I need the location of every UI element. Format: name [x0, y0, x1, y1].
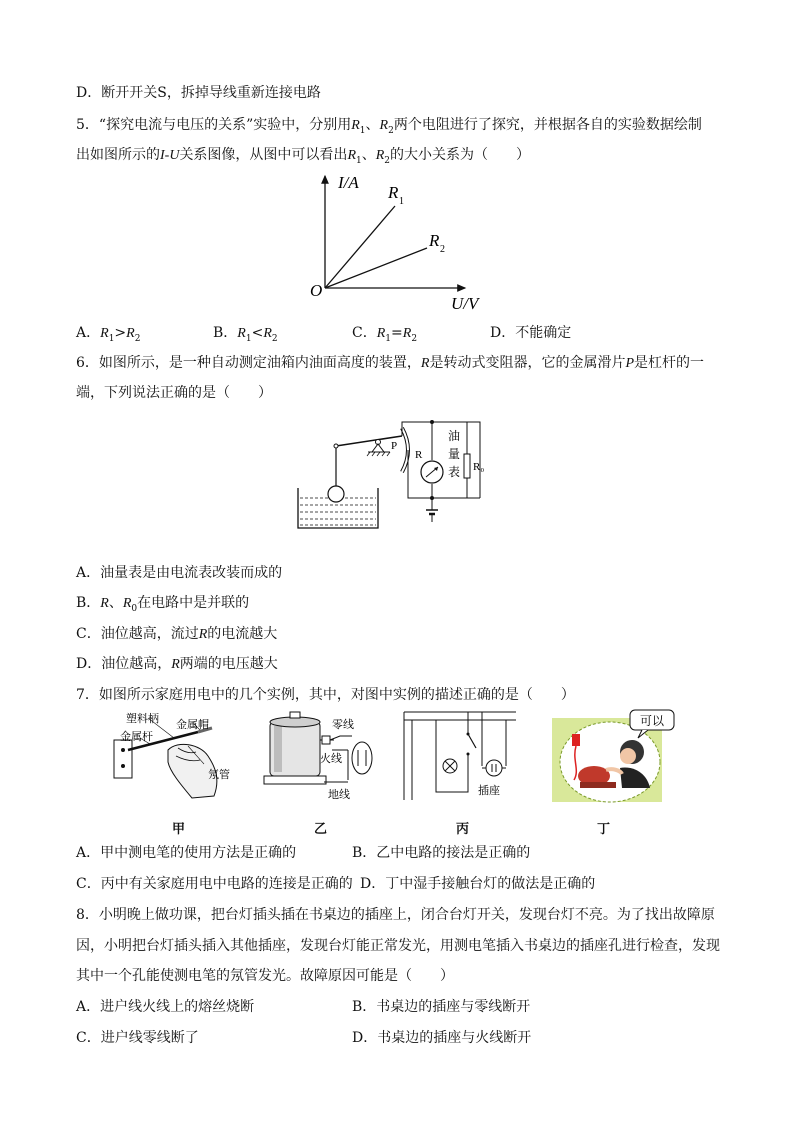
q6-var-r: R — [420, 356, 430, 371]
q5-option-d — [490, 324, 571, 342]
q6-stem-text: 6．如图所示，是一种自动测定油箱内油面高度的装置， — [76, 355, 421, 371]
q7-caption-bing: 丙 — [456, 822, 470, 837]
q5-sub: 2 — [411, 333, 418, 344]
q5-var-r: R — [351, 118, 360, 133]
q6-option-d — [76, 655, 278, 674]
q7-option-b: B．乙中电路的接法是正确的 — [352, 845, 531, 861]
q5-op: < — [251, 325, 264, 341]
q6-stem-line1 — [76, 354, 704, 373]
q5-stem-text: 5．“探究电流与电压的关系”实验中，分别用 — [76, 117, 352, 133]
q5-stem-line2 — [76, 146, 530, 170]
q7-plug-socket — [352, 742, 372, 774]
q7-stem: 7．如图所示家庭用电中的几个实例，其中，对图中实例的描述正确的是（ ） — [76, 687, 575, 703]
q6-option-a: A．油量表是由电流表改装而成的 — [76, 565, 283, 581]
q5-iu-graph — [300, 168, 500, 318]
q6-label-r: R — [415, 449, 423, 461]
q5-var-r: R — [379, 118, 389, 133]
q5-line-r2 — [325, 248, 427, 288]
q6-opt-text: 的电流越大 — [207, 626, 278, 642]
q6-meter-label-2: 量 — [448, 447, 461, 461]
q7-jia-label-metal-rod: 金属杆 — [120, 730, 153, 743]
q7-fig-bing-circuit — [400, 708, 520, 805]
q5-sep: 、 — [361, 147, 376, 163]
q7-jia-label-plastic-handle: 塑料柄 — [126, 712, 159, 725]
q5-var-r: R — [375, 148, 385, 163]
q5-label-r2-sub: 2 — [440, 244, 445, 255]
q5-opt-text: 不能确定 — [515, 325, 572, 341]
q7-fig-yi-appliance — [262, 710, 382, 805]
q7-option-d: D．丁中湿手接触台灯的做法是正确的 — [360, 876, 596, 892]
q5-label-r2: R — [429, 231, 440, 250]
q6-opt-text: C．油位越高，流过 — [76, 626, 199, 642]
q5-var-r: R — [237, 326, 246, 341]
q5-iu: I-U — [160, 148, 180, 163]
q8-stem-line3: 其中一个孔能使测电笔的氖管发光。故障原因可能是（ ） — [76, 968, 454, 984]
q5-sub: 2 — [388, 125, 394, 136]
q8-option-d: D．书桌边的插座与火线断开 — [352, 1030, 532, 1046]
q6-var-r: R — [198, 627, 208, 642]
q5-y-label: I/A — [338, 173, 359, 192]
q5-var-r: R — [402, 326, 412, 341]
q5-op: > — [114, 325, 127, 341]
q5-sub: 2 — [384, 155, 391, 166]
q5-var-r: R — [376, 326, 386, 341]
q5-option-a — [76, 324, 140, 348]
q5-opt-prefix: D． — [490, 325, 516, 341]
q7-yi-label-ground: 地线 — [328, 788, 350, 801]
q5-sub: 1 — [245, 333, 252, 344]
q8-option-c: C．进户线零线断了 — [76, 1030, 199, 1046]
q7-caption-yi: 乙 — [314, 822, 328, 837]
q5-sep: 、 — [365, 117, 380, 133]
q6-label-r0: R₀ — [473, 461, 485, 473]
q7-caption-ding: 丁 — [597, 822, 611, 837]
q6-float — [328, 486, 344, 502]
q6-meter-label-1: 油 — [448, 429, 461, 443]
q6-var-r: R — [171, 657, 180, 672]
q6-r0-resistor — [464, 454, 470, 478]
q6-var-r: R — [100, 596, 109, 611]
q8-option-a: A．进户线火线上的熔丝烧断 — [76, 999, 255, 1015]
q5-opt-prefix: A． — [76, 325, 101, 341]
q7-jia-label-metal-cap: 金属帽 — [176, 718, 209, 731]
q7-yi-label-live: 火线 — [320, 752, 342, 765]
q7-wire — [330, 736, 352, 740]
q5-opt-prefix: B． — [213, 325, 238, 341]
q5-stem-line1 — [76, 116, 702, 140]
q7-caption-jia: 甲 — [172, 822, 186, 837]
q5-stem-text: 两个电阻进行了探究，并根据各自的实验数据绘制 — [393, 117, 702, 133]
q7-option-a: A．甲中测电笔的使用方法是正确的 — [76, 845, 297, 861]
q5-sub: 1 — [385, 333, 392, 344]
q5-label-r1-sub: 1 — [399, 196, 404, 207]
q8-stem-line2: 因，小明把台灯插头插入其他插座，发现台灯能正常发光，用测电笔插入书桌边的插座孔进行检查，发现 — [76, 938, 720, 954]
q7-option-c: C．丙中有关家庭用电中电路的连接是正确的 — [76, 876, 353, 892]
q6-stem-text: 是杠杆的一 — [634, 355, 705, 371]
q5-line-r1 — [325, 206, 395, 288]
q5-label-r1: R — [388, 183, 399, 202]
q5-var-r: R — [263, 326, 272, 341]
q5-option-c — [352, 324, 417, 348]
q5-op: = — [391, 325, 403, 341]
q6-option-b — [76, 594, 249, 618]
q5-stem-text: 的大小关系为（ ） — [390, 147, 531, 163]
q6-stem-line2: 端，下列说法正确的是（ ） — [76, 385, 272, 401]
q7-jia-label-neon: 氖管 — [208, 768, 230, 781]
q7-bing-label-socket: 插座 — [478, 784, 500, 797]
q5-stem-text: 关系图像，从图中可以看出 — [179, 147, 348, 163]
q6-opt-text: D．油位越高， — [76, 656, 172, 672]
q6-opt-prefix: B． — [76, 595, 101, 611]
q6-oil-gauge-figure — [290, 418, 510, 533]
q5-sub: 2 — [271, 333, 278, 344]
q5-sub: 1 — [359, 125, 366, 136]
q7-fig-ding-lamp — [550, 708, 678, 806]
q5-option-b — [213, 324, 278, 348]
q5-x-label: U/V — [451, 294, 479, 313]
q7-socket — [114, 740, 132, 778]
q5-var-r: R — [126, 326, 135, 341]
q8-stem-line1: 8．小明晚上做功课，把台灯插头插在书桌边的插座上，闭合台灯开关，发现台灯不亮。为了找出故障原 — [76, 907, 715, 923]
q6-sep: 、 — [108, 595, 123, 611]
q6-label-p: P — [391, 440, 398, 452]
q6-opt-text: 在电路中是并联的 — [137, 595, 250, 611]
q7-ding-bubble-text: 可以 — [640, 714, 665, 728]
q7-fig-jia-test-pen — [108, 710, 248, 805]
q6-sub: 0 — [131, 603, 138, 614]
q5-origin: O — [310, 281, 323, 300]
q5-var-r: R — [100, 326, 109, 341]
q6-option-c — [76, 625, 277, 644]
q7-bing-switch — [468, 734, 476, 748]
q5-opt-prefix: C． — [352, 325, 377, 341]
q5-var-r: R — [347, 148, 356, 163]
q5-sub: 1 — [356, 155, 362, 166]
q8-option-b: B．书桌边的插座与零线断开 — [352, 999, 531, 1015]
q6-var-p: P — [625, 356, 635, 371]
q4-option-d: D．断开开关S，拆掉导线重新连接电路 — [76, 85, 321, 101]
q6-var-r0: R — [122, 596, 132, 611]
q6-stem-text: 是转动式变阻器，它的金属滑片 — [429, 355, 626, 371]
q5-stem-text: 出如图所示的 — [76, 147, 160, 163]
q5-sub: 2 — [134, 333, 141, 344]
q7-stand — [264, 776, 326, 784]
q5-sub: 1 — [108, 333, 115, 344]
q7-bing-socket — [486, 760, 502, 776]
q6-opt-text: 两端的电压越大 — [179, 656, 278, 672]
q7-yi-label-neutral: 零线 — [332, 718, 354, 731]
q7-ding-lamp-switch — [572, 734, 580, 746]
q6-meter-label-3: 表 — [448, 465, 461, 479]
